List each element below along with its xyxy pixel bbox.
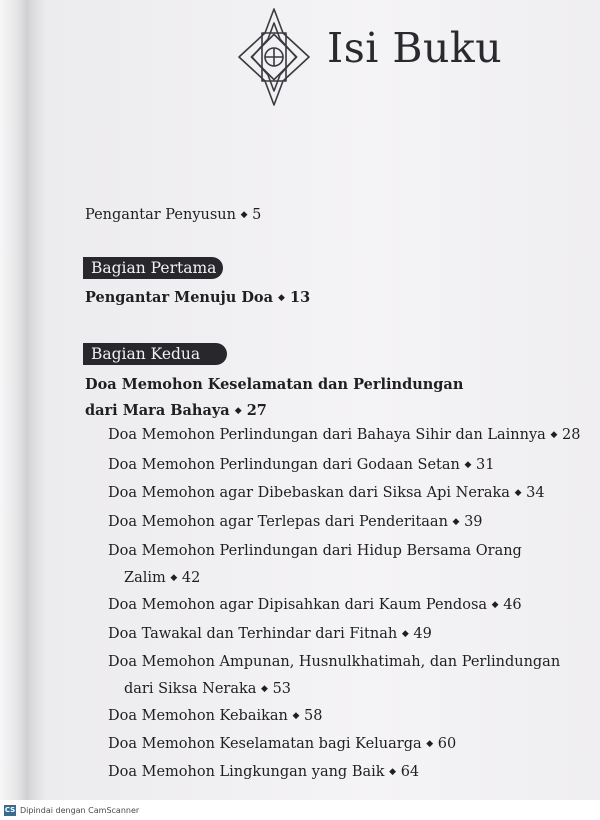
- diamond-separator-icon: ◆: [278, 293, 285, 303]
- toc-entry: [108, 736, 456, 753]
- entry-page: 46: [503, 597, 522, 613]
- page-title: Isi Buku: [327, 24, 503, 72]
- diamond-separator-icon: ◆: [491, 600, 499, 610]
- toc-entry-intro: [85, 207, 261, 224]
- diamond-separator-icon: ◆: [261, 684, 268, 694]
- entry-title: Doa Memohon agar Terlepas dari Penderitaan: [108, 514, 448, 530]
- entry-title: Doa Memohon agar Dibebaskan dari Siksa Api Neraka: [108, 485, 510, 501]
- diamond-separator-icon: ◆: [550, 430, 558, 440]
- diamond-separator-icon: ◆: [514, 488, 522, 498]
- entry-page: 42: [181, 570, 201, 586]
- toc-entry: [108, 457, 494, 474]
- entry-title: Doa Memohon Keselamatan bagi Keluarga: [108, 736, 422, 752]
- toc-entry-line2: [124, 570, 200, 587]
- entry-page: 64: [400, 764, 420, 780]
- toc-entry: [108, 427, 580, 444]
- toc-entry: [108, 597, 522, 614]
- chapter-title-line2: [85, 402, 267, 419]
- entry-page: 34: [526, 485, 545, 501]
- diamond-separator-icon: ◆: [452, 517, 460, 527]
- section-label-pertama: Bagian Pertama: [83, 257, 223, 279]
- toc-entry-line2: [124, 681, 291, 698]
- entry-page: 27: [246, 402, 267, 419]
- diamond-separator-icon: ◆: [170, 573, 178, 583]
- entry-title: Pengantar Penyusun: [85, 207, 236, 223]
- entry-page: 58: [304, 708, 323, 724]
- entry-title: Doa Memohon Lingkungan yang Baik: [108, 764, 385, 780]
- toc-entry-line1: Doa Memohon Perlindungan dari Hidup Bersama Orang: [108, 543, 522, 559]
- scanner-footer: [0, 800, 600, 820]
- book-spine: [0, 0, 28, 820]
- entry-page: 60: [437, 736, 457, 752]
- camscanner-logo-icon: CS: [4, 806, 16, 814]
- star-ornament-icon: [236, 7, 312, 107]
- book-page: [28, 0, 600, 800]
- diamond-separator-icon: ◆: [401, 629, 409, 639]
- chapter-title-line1: Doa Memohon Keselamatan dan Perlindungan: [85, 376, 464, 393]
- toc-entry: [108, 514, 483, 531]
- entry-page: 28: [561, 427, 581, 443]
- diamond-separator-icon: ◆: [240, 210, 248, 220]
- toc-entry-line1: Doa Memohon Ampunan, Husnulkhatimah, dan Perlindungan: [108, 654, 561, 670]
- entry-title: Zalim: [124, 570, 166, 586]
- entry-page: 31: [476, 457, 495, 473]
- entry-page: 39: [464, 514, 483, 530]
- scanner-watermark: [4, 804, 139, 816]
- entry-title: dari Mara Bahaya: [85, 402, 230, 419]
- toc-entry: [108, 485, 545, 502]
- entry-title: Doa Memohon Kebaikan: [108, 708, 288, 724]
- toc-entry: [108, 764, 419, 781]
- entry-title: Doa Memohon agar Dipisahkan dari Kaum Pendosa: [108, 597, 488, 613]
- entry-page: 5: [252, 207, 262, 223]
- diamond-separator-icon: ◆: [426, 739, 434, 749]
- toc-entry: [85, 289, 310, 306]
- diamond-separator-icon: ◆: [389, 767, 397, 777]
- entry-title: dari Siksa Neraka: [124, 681, 257, 697]
- entry-page: 13: [290, 289, 311, 306]
- toc-entry: [108, 626, 432, 643]
- toc-entry: [108, 708, 322, 725]
- diamond-separator-icon: ◆: [234, 406, 242, 416]
- diamond-separator-icon: ◆: [292, 711, 300, 721]
- entry-page: 53: [272, 681, 292, 697]
- scanner-text: Dipindai dengan CamScanner: [20, 805, 140, 815]
- entry-title: Doa Memohon Perlindungan dari Godaan Setan: [108, 457, 460, 473]
- entry-title: Pengantar Menuju Doa: [85, 289, 273, 306]
- entry-page: 49: [413, 626, 432, 642]
- entry-title: Doa Memohon Perlindungan dari Bahaya Sihir dan Lainnya: [108, 427, 546, 443]
- entry-title: Doa Tawakal dan Terhindar dari Fitnah: [108, 626, 398, 642]
- section-label-kedua: Bagian Kedua: [83, 343, 227, 365]
- diamond-separator-icon: ◆: [464, 460, 472, 470]
